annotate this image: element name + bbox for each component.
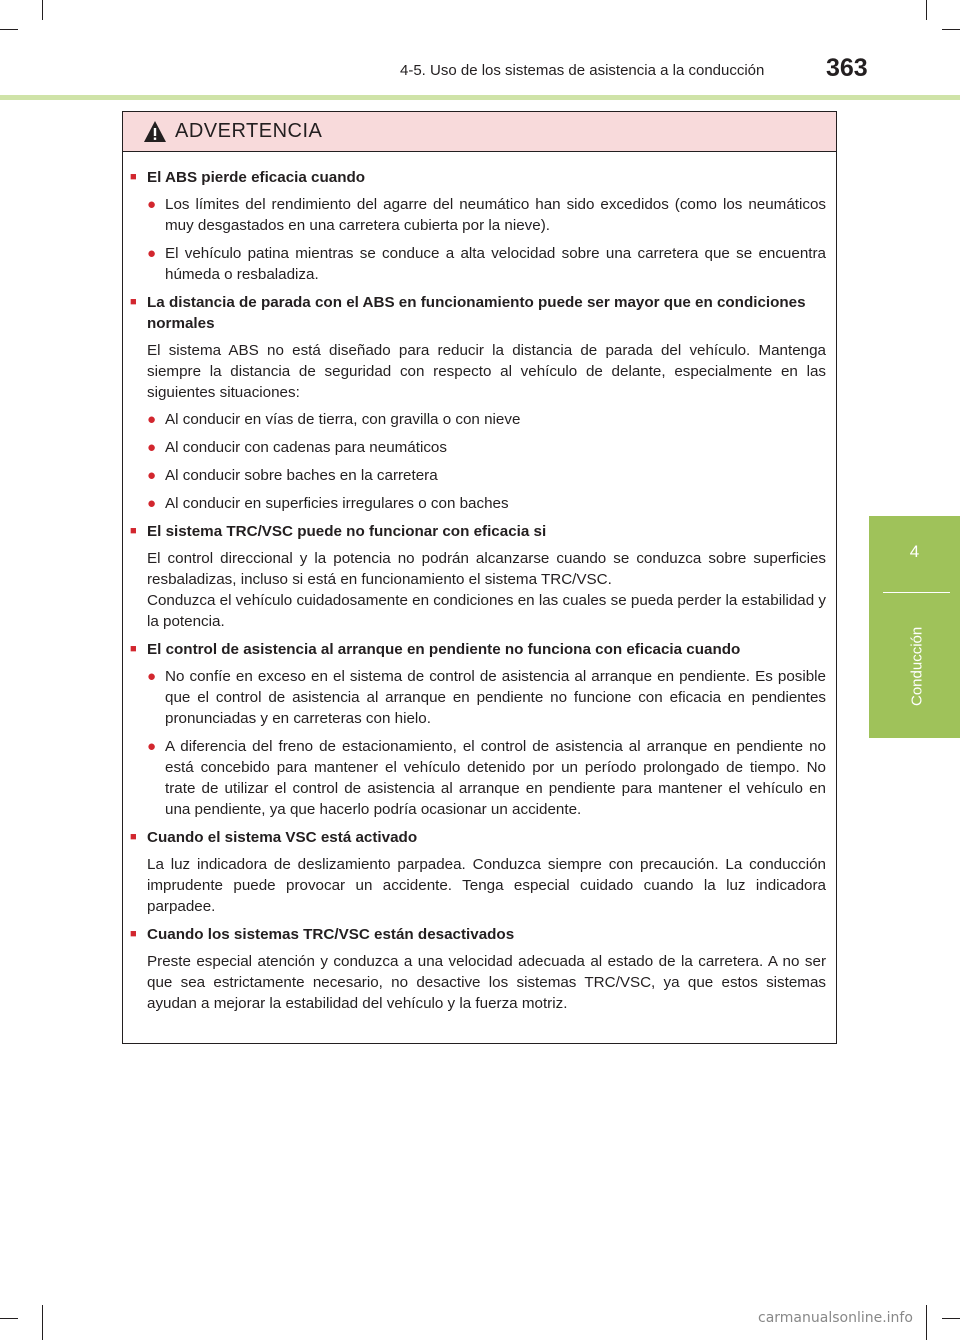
chapter-tab	[869, 516, 960, 738]
section-heading-text: El ABS pierde eficacia cuando	[147, 169, 366, 186]
list-item	[130, 437, 826, 458]
section-heading-text: La distancia de parada con el ABS en funcionamiento puede ser mayor que en condiciones normales	[147, 294, 806, 332]
red-square-icon: ■	[130, 525, 137, 537]
crop-mark	[926, 0, 927, 20]
section-heading	[130, 827, 826, 848]
list-item	[130, 666, 826, 729]
red-square-icon: ■	[130, 643, 137, 655]
warning-title: ADVERTENCIA	[175, 120, 323, 142]
watermark: carmanualsonline.info	[758, 1310, 913, 1326]
page-number: 363	[826, 54, 868, 82]
red-square-icon: ■	[130, 928, 137, 940]
warning-header	[123, 112, 836, 152]
list-item	[130, 465, 826, 486]
list-item-text: Al conducir con cadenas para neumáticos	[165, 439, 447, 456]
chapter-number: 4	[909, 542, 920, 561]
red-dot-icon: ●	[147, 738, 157, 755]
section-heading	[130, 639, 826, 660]
section-heading	[130, 521, 826, 542]
chapter-label: Conducción	[908, 626, 926, 706]
red-dot-icon: ●	[147, 668, 157, 685]
warning-section	[130, 924, 826, 1014]
crop-mark	[942, 29, 960, 30]
list-item-text: Al conducir sobre baches en la carretera	[165, 467, 438, 484]
crop-mark	[942, 1318, 960, 1319]
crop-mark	[42, 0, 43, 20]
list-item	[130, 409, 826, 430]
list-item-text: El vehículo patina mientras se conduce a alta velocidad sobre una carretera que se encuentra húmeda o resbaladiza.	[165, 245, 826, 283]
section-paragraph: Preste especial atención y conduzca a una velocidad adecuada al estado de la carretera. A no ser que sea estrictamente necesario, no desactive los sistemas TRC/VSC, ya que estos sistemas ayudan a mejorar la estabilidad del vehículo y la fuerza motriz.	[147, 953, 826, 1012]
red-dot-icon: ●	[147, 245, 157, 262]
warning-section	[130, 639, 826, 820]
red-square-icon: ■	[130, 831, 137, 843]
warning-triangle-icon	[143, 120, 167, 144]
red-dot-icon: ●	[147, 411, 157, 428]
list-item	[130, 493, 826, 514]
red-square-icon: ■	[130, 296, 137, 308]
section-heading	[130, 924, 826, 945]
chapter-tab-divider	[883, 592, 950, 593]
red-square-icon: ■	[130, 171, 137, 183]
section-heading	[130, 167, 826, 188]
section-paragraph: El sistema ABS no está diseñado para reducir la distancia de parada del vehículo. Mantenga siempre la distancia de seguridad con respecto al vehículo de delante, especialmente en las siguientes situaciones:	[147, 342, 826, 401]
section-paragraph: La luz indicadora de deslizamiento parpadea. Conduzca siempre con precaución. La conducción imprudente puede provocar un accidente. Tenga especial cuidado cuando la luz indicadora parpadee.	[147, 856, 826, 915]
section-heading	[130, 292, 826, 334]
red-dot-icon: ●	[147, 439, 157, 456]
list-item	[130, 194, 826, 236]
section-paragraph: El control direccional y la potencia no podrán alcanzarse cuando se conduzca sobre superficies resbaladizas, incluso si está en funcionamiento el sistema TRC/VSC.	[147, 550, 826, 588]
crop-mark	[0, 1318, 18, 1319]
warning-body	[123, 152, 836, 1014]
section-heading-text: El control de asistencia al arranque en pendiente no funciona con eficacia cuando	[147, 641, 741, 658]
crop-mark	[42, 1305, 43, 1340]
section-heading-text: Cuando los sistemas TRC/VSC están desactivados	[147, 926, 515, 943]
section-heading-text: Cuando el sistema VSC está activado	[147, 829, 418, 846]
warning-box	[122, 111, 837, 1044]
list-item	[130, 243, 826, 285]
list-item-text: Los límites del rendimiento del agarre del neumático han sido excedidos (como los neumáticos muy desgastados en una carretera cubierta por la nieve).	[165, 196, 826, 234]
red-dot-icon: ●	[147, 467, 157, 484]
warning-section	[130, 167, 826, 285]
section-title: 4-5. Uso de los sistemas de asistencia a la conducción	[400, 62, 765, 79]
list-item-text: No confíe en exceso en el sistema de control de asistencia al arranque en pendiente. Es posible que el control de asistencia al arranque en pendiente no funcione con eficacia en pendientes pronunciadas y en carreteras con hielo.	[165, 668, 826, 727]
section-paragraph: Conduzca el vehículo cuidadosamente en condiciones en las cuales se pueda perder la estabilidad y la potencia.	[147, 592, 826, 630]
warning-section	[130, 827, 826, 917]
crop-mark	[926, 1305, 927, 1340]
header-rule	[0, 95, 960, 100]
warning-section	[130, 521, 826, 632]
section-heading-text: El sistema TRC/VSC puede no funcionar con eficacia si	[147, 523, 547, 540]
list-item	[130, 736, 826, 820]
crop-mark	[0, 29, 18, 30]
warning-section	[130, 292, 826, 514]
list-item-text: Al conducir en vías de tierra, con gravilla o con nieve	[165, 411, 521, 428]
list-item-text: Al conducir en superficies irregulares o con baches	[165, 495, 509, 512]
red-dot-icon: ●	[147, 196, 157, 213]
red-dot-icon: ●	[147, 495, 157, 512]
list-item-text: A diferencia del freno de estacionamiento, el control de asistencia al arranque en pendiente no está concebido para mantener el vehículo detenido por un período prolongado de tiempo. No trate de utilizar el control de asistencia al arranque en pendiente para mantener el vehículo en una pendiente, ya que hacerlo podría ocasionar un accidente.	[165, 738, 826, 818]
